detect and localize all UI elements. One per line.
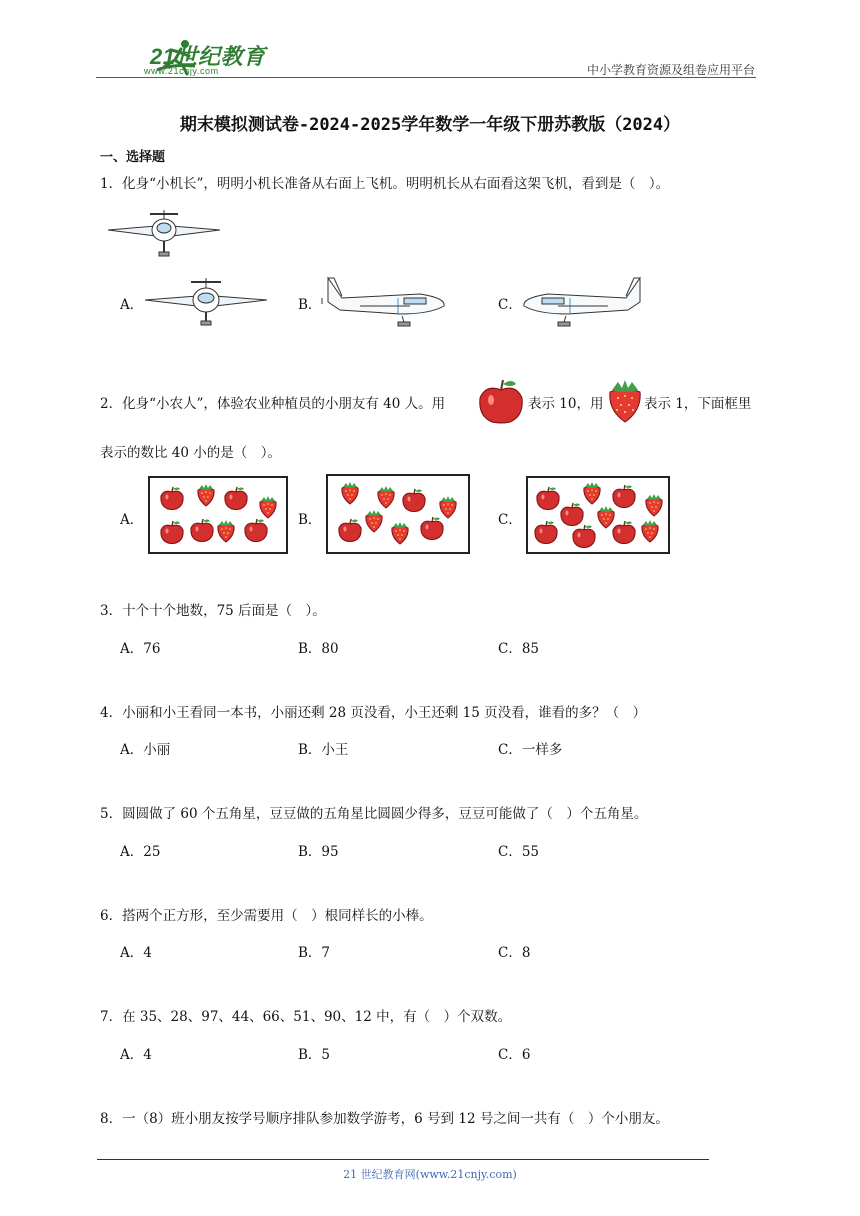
footer-link[interactable]: 21 世纪教育网(www.21cnjy.com) bbox=[343, 1168, 517, 1181]
question-2-part-c: 表示 1，下面框里 bbox=[644, 396, 752, 412]
q3-option-a[interactable]: A．76 bbox=[120, 641, 161, 657]
q1-option-a[interactable]: A． bbox=[120, 297, 144, 313]
q3-option-b[interactable]: B．80 bbox=[298, 641, 339, 657]
question-8: 8．一（8）班小朋友按学号顺序排队参加数学游考，6 号到 12 号之间一共有（ ）个小朋友。 bbox=[100, 1111, 669, 1127]
question-2-part-b: 表示 10，用 bbox=[528, 396, 604, 412]
page-title: 期末模拟测试卷-2024-2025学年数学一年级下册苏教版（2024） bbox=[179, 115, 681, 135]
q2-option-a[interactable]: A． bbox=[120, 512, 144, 528]
airplane-front-icon bbox=[106, 208, 222, 258]
q7-option-a[interactable]: A．4 bbox=[120, 1047, 152, 1063]
question-3: 3．十个十个地数，75 后面是（ ）。 bbox=[100, 603, 326, 619]
airplane-side-left-option-b bbox=[320, 272, 448, 328]
q2-box-a[interactable] bbox=[148, 476, 288, 554]
question-2-line-2: 表示的数比 40 小的是（ ）。 bbox=[100, 445, 282, 461]
q4-option-b[interactable]: B．小王 bbox=[298, 742, 349, 758]
question-5: 5．圆圆做了 60 个五角星，豆豆做的五角星比圆圆少得多，豆豆可能做了（ ）个五角星。 bbox=[100, 806, 648, 822]
q4-option-a[interactable]: A．小丽 bbox=[120, 742, 171, 758]
question-1: 1．化身“小机长”，明明小机长准备从右面上飞机。明明机长从右面看这架飞机，看到是（ ）。 bbox=[100, 176, 670, 192]
logo-url: www.21cnjy.com bbox=[144, 66, 219, 76]
footer-divider bbox=[97, 1159, 709, 1160]
logo-text: 21世纪教育 bbox=[150, 44, 266, 69]
q7-option-c[interactable]: C．6 bbox=[498, 1047, 531, 1063]
q4-option-c[interactable]: C．一样多 bbox=[498, 742, 563, 758]
question-2-part-a: 2．化身“小农人”，体验农业种植员的小朋友有 40 人。用 bbox=[100, 396, 446, 412]
q5-option-a[interactable]: A．25 bbox=[120, 844, 161, 860]
platform-name: 中小学教育资源及组卷应用平台 bbox=[586, 63, 755, 77]
q7-option-b[interactable]: B．5 bbox=[298, 1047, 331, 1063]
airplane-front-option-a bbox=[143, 276, 269, 326]
header-divider bbox=[96, 77, 756, 78]
section-heading: 一、选择题 bbox=[100, 150, 166, 165]
question-4: 4．小丽和小王看同一本书，小丽还剩 28 页没看，小王还剩 15 页没看，谁看的多？（ ） bbox=[100, 705, 647, 721]
q5-option-c[interactable]: C．55 bbox=[498, 844, 540, 860]
apple-icon bbox=[476, 378, 526, 426]
fruit-group-b bbox=[328, 476, 468, 552]
airplane-side-right-option-c bbox=[520, 272, 648, 328]
q1-option-c[interactable]: C． bbox=[498, 297, 522, 313]
fruit-group-a bbox=[150, 478, 286, 552]
q5-option-b[interactable]: B．95 bbox=[298, 844, 339, 860]
q6-option-c[interactable]: C．8 bbox=[498, 945, 531, 961]
fruit-group-c bbox=[528, 478, 668, 552]
q2-option-c[interactable]: C． bbox=[498, 512, 522, 528]
q6-option-a[interactable]: A．4 bbox=[120, 945, 152, 961]
q2-box-b[interactable] bbox=[326, 474, 470, 554]
strawberry-icon bbox=[606, 380, 644, 424]
q2-box-c[interactable] bbox=[526, 476, 670, 554]
q2-option-b[interactable]: B． bbox=[298, 512, 322, 528]
question-6: 6．搭两个正方形，至少需要用（ ）根同样长的小棒。 bbox=[100, 908, 433, 924]
q1-option-b[interactable]: B． bbox=[298, 297, 322, 313]
question-7: 7．在 35、28、97、44、66、51、90、12 中，有（ ）个双数。 bbox=[100, 1009, 512, 1025]
q6-option-b[interactable]: B．7 bbox=[298, 945, 331, 961]
q3-option-c[interactable]: C．85 bbox=[498, 641, 540, 657]
